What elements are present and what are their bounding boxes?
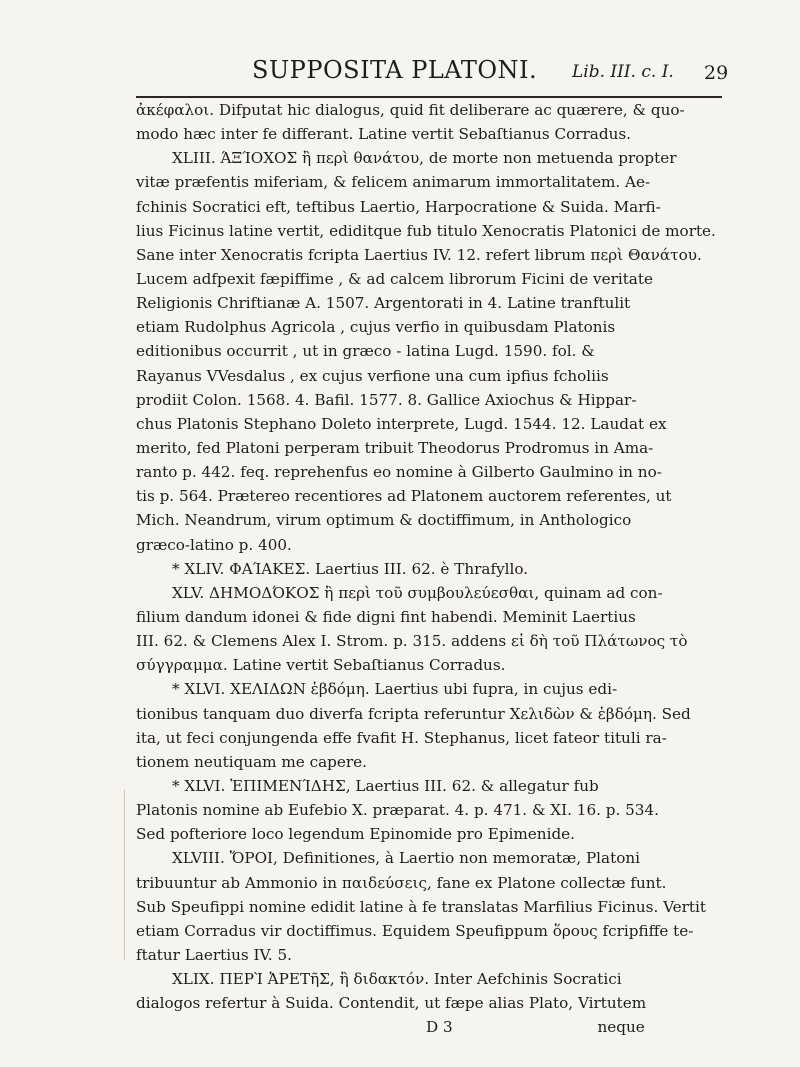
- text-line: III. 62. & Clemens Alex I. Strom. p. 315. addens εἰ δὴ τοῦ Πλάτωνος τὸ: [136, 632, 688, 651]
- text-line: σύγγραμμα. Latine vertit Sebaſtianus Corradus.: [136, 656, 506, 675]
- text-line: tribuuntur ab Ammonio in παιδεύσεις, fane ex Platone collectæ funt.: [136, 873, 667, 892]
- running-header: [0, 56, 800, 92]
- text-line: lius Ficinus latine vertit, ediditque fub titulo Xenocratis Platonici de morte.: [136, 221, 716, 240]
- text-line: * XLVI. ΧΕΛΙΔΩΝ ἑβδόμη. Laertius ubi fupra, in cujus edi-: [172, 680, 618, 699]
- text-line: XLVIII. ὍΡΟΙ, Definitiones, à Laertio non memoratæ, Platoni: [172, 849, 640, 868]
- text-line: * XLVI. ἘΠΙΜΕΝΊΔΗΣ, Laertius III. 62. & allegatur fub: [172, 776, 599, 795]
- text-line: modo hæc inter fe differant. Latine vertit Sebaſtianus Corradus.: [136, 125, 631, 144]
- text-line: etiam Corradus vir doctiffimus. Equidem Speufippum ὅρους fcripfiffe te-: [136, 921, 694, 940]
- text-line: merito, fed Platoni perperam tribuit Theodorus Prodromus in Ama-: [136, 438, 654, 457]
- text-line: Religionis Chriftianæ A. 1507. Argentorati in 4. Latine tranftulit: [136, 294, 631, 313]
- book-reference: Lib. III. c. I.: [572, 62, 674, 82]
- text-line: tionem neutiquam me capere.: [136, 752, 367, 771]
- text-line: * XLIV. ΦΑΊΑΚΕΣ. Laertius III. 62. è Thrafyllo.: [172, 559, 529, 578]
- catchword-line: D 3 neque: [426, 1018, 645, 1037]
- text-line: tis p. 564. Prætereo recentiores ad Platonem auctorem referentes, ut: [136, 487, 672, 506]
- text-line: vitæ præfentis miferiam, & felicem animarum immortalitatem. Ae-: [136, 173, 651, 192]
- text-line: fchinis Socratici eft, teftibus Laertio, Harpocratione & Suida. Marfi-: [136, 197, 661, 216]
- page-number: 29: [704, 62, 729, 84]
- text-line: etiam Rudolphus Agricola , cujus verfio in quibusdam Platonis: [136, 318, 616, 337]
- text-line: editionibus occurrit , ut in græco - latina Lugd. 1590. fol. &: [136, 342, 595, 361]
- text-line: ranto p. 442. feq. reprehenfus eo nomine à Gilberto Gaulmino in no-: [136, 463, 662, 482]
- text-line: XLV. ΔΗΜΟΔΌΚΟΣ ἢ περὶ τοῦ συμβουλεύεσθαι, quinam ad con-: [172, 583, 663, 602]
- text-line: XLIX. ΠΕΡῚ ἈΡΕΤῆΣ, ἢ διδακτόν. Inter Aefchinis Socratici: [172, 970, 622, 989]
- text-line: dialogos refertur à Suida. Contendit, ut fæpe alias Plato, Virtutem: [136, 994, 647, 1013]
- text-line: prodiit Colon. 1568. 4. Bafil. 1577. 8. Gallice Axiochus & Hippar-: [136, 390, 637, 409]
- text-line: filium dandum idonei & fide digni fint habendi. Meminit Laertius: [136, 607, 636, 626]
- margin-shadow: [124, 790, 125, 960]
- running-title: SUPPOSITA PLATONI.: [252, 56, 538, 84]
- text-line: XLIII. ΆΞΊΟΧΟΣ ἢ περὶ θανάτου, de morte non metuenda propter: [172, 149, 677, 168]
- text-line: Sed pofteriore loco legendum Epinomide pro Epimenide.: [136, 825, 575, 844]
- text-line: ita, ut feci conjungenda effe fvafit H. Stephanus, licet fateor tituli ra-: [136, 728, 667, 747]
- text-line: ἀκέφαλοι. Difputat hic dialogus, quid fit deliberare ac quærere, & quo-: [136, 101, 685, 119]
- text-line: græco-latino p. 400.: [136, 535, 292, 554]
- text-line: chus Platonis Stephano Doleto interprete, Lugd. 1544. 12. Laudat ex: [136, 414, 667, 433]
- text-line: Platonis nomine ab Eufebio X. præparat. 4. p. 471. & XI. 16. p. 534.: [136, 801, 659, 820]
- text-line: Sane inter Xenocratis fcripta Laertius IV. 12. refert librum περὶ Θανάτου.: [136, 245, 702, 264]
- text-line: ftatur Laertius IV. 5.: [136, 945, 292, 964]
- text-line: Mich. Neandrum, virum optimum & doctiffimum, in Anthologico: [136, 511, 632, 530]
- text-line: Lucem adfpexit fæpiffime , & ad calcem librorum Ficini de veritate: [136, 269, 653, 288]
- text-line: tionibus tanquam duo diverfa fcripta referuntur Χελιδὼν & ἑβδόμη. Sed: [136, 704, 691, 723]
- text-line: Sub Speufippi nomine edidit latine à fe translatas Marfilius Ficinus. Vertit: [136, 897, 706, 916]
- body-text: [136, 98, 726, 1039]
- text-line: Rayanus VVesdalus , ex cujus verfione una cum ipfius fcholiis: [136, 366, 609, 385]
